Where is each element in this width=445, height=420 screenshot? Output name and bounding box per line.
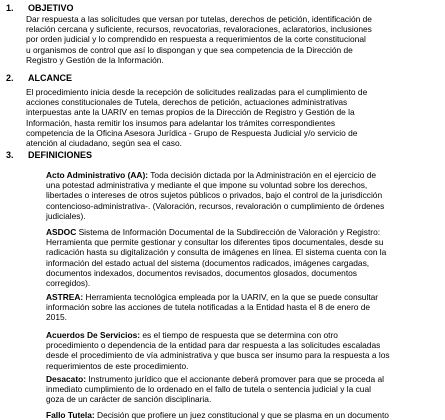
text-line: Toda decisión dictada por la Administración en el ejercicio de [148, 170, 377, 180]
text-line: Herramienta que permite gestionar y consultar los diferentes tipos documentales, desde su [46, 237, 384, 248]
text-line: información del estado actual del sistema (documentos radicados, imágenes cargadas, [46, 257, 370, 268]
text-line: relación cercana y suficiente, recursos, revocatorias, revaloraciones, aclaratorios, inclusiones [26, 24, 372, 35]
text-line: libertades o intereses de otros sujetos públicos o privados, bajo el control de la jurisdicción [46, 190, 383, 201]
text-line: contencioso-administrativa-. (Valoración, recursos, revaloración o cumplimiento de órdenes [46, 200, 385, 211]
section-heading-objetivo [6, 3, 74, 14]
text-line: documentos indexados, documentos revisados, documentos glosados, documentos [46, 267, 357, 278]
definition-term: Desacato: [46, 374, 87, 384]
text-line: El procedimiento inicia desde la recepción de solicitudes realizadas para el cumplimiento de [26, 87, 368, 97]
text-line: por orden judicial y lo comprendido en respuesta a requerimientos de la corte constitucional [26, 34, 366, 45]
text-line: corregidos). [46, 278, 91, 289]
text-line: u organismos de control que así lo dispongan y que sea competencia de la Dirección de [26, 44, 353, 55]
text-line: Dar respuesta a las solicitudes que versan por tutelas, derechos de petición, identificación de [26, 14, 372, 24]
section-number: 2. [6, 73, 14, 83]
section-title: OBJETIVO [28, 3, 74, 13]
text-line: radicación hasta su digitalización y consulta de imágenes en línea. El sistema cuenta con la [46, 247, 387, 258]
text-line: Instrumento jurídico que el accionante deberá promover para que se proceda al [86, 374, 384, 384]
definition-acto-administrativo [46, 170, 424, 221]
text-line: requerimientos de este procedimiento. [46, 360, 189, 371]
section-number: 3. [6, 150, 14, 160]
definition-fallo-tutela [46, 410, 424, 420]
definition-term: Acuerdos De Servicios: [46, 330, 141, 340]
definition-acuerdos-de-servicios [46, 330, 424, 371]
text-line: competencia de la Oficina Asesora Jurídica - Grupo de Respuesta Judicial y/o servicio de [26, 127, 358, 138]
definition-desacato [46, 374, 424, 405]
text-line: Información, hasta remitir los insumos para adelantar los trámites correspondientes [26, 117, 336, 128]
text-line: una potestad administrativa y mediante el que impone su voluntad sobre los derechos, [46, 180, 368, 191]
definition-term: ASDOC [46, 227, 77, 237]
text-line: inmediato cumplimiento de lo ordenado en el fallo de tutela o sentencia judicial y la cual [46, 384, 371, 395]
definition-asdoc [46, 227, 424, 288]
section-title: DEFINICIONES [28, 150, 93, 160]
section-number: 1. [6, 3, 14, 13]
definition-term: Fallo Tutela: [46, 410, 95, 420]
alcance-paragraph [26, 87, 424, 148]
text-line: información sobre las acciones de tutela notificadas a la Entidad hasta el 8 de enero de [46, 302, 371, 313]
text-line: atención al ciudadano, según sea el caso. [26, 138, 182, 149]
section-heading-alcance [6, 73, 72, 84]
definition-astrea [46, 292, 424, 323]
text-line: procedimiento o dependencia de la entidad para dar respuesta a las solicitudes escaladas [46, 340, 381, 351]
text-line: judiciales). [46, 210, 86, 221]
text-line: acciones constitucionales de Tutela, derechos de petición, actuaciones administrativas [26, 97, 348, 108]
text-line: Registro y Gestión de la Información. [26, 54, 164, 65]
text-line: Decisión que profiere un juez constitucional y que se plasma en un documento [94, 410, 389, 420]
text-line: Herramienta tecnológica empleada por la UARIV, en la que se puede consultar [83, 292, 379, 302]
definition-term: Acto Administrativo (AA): [46, 170, 149, 180]
text-line: Sistema de Información Documental de la Subdirección de Valoración y Registro: [76, 227, 381, 237]
text-line: interpuestas ante la UARIV en temas propios de la Dirección de Registro y Gestión de la [26, 107, 355, 118]
section-title: ALCANCE [28, 73, 72, 83]
text-line: 2015. [46, 312, 67, 323]
objetivo-paragraph [26, 14, 424, 65]
text-line: goza de un carácter de sanción disciplinaria. [46, 394, 212, 405]
text-line: es el tiempo de respuesta que se determina con otro [140, 330, 338, 340]
definition-term: ASTREA: [46, 292, 84, 302]
text-line: desde el procedimiento de vía administrativa y que busca ser insumo para la respuesta a los [46, 350, 390, 361]
section-heading-definiciones [6, 150, 92, 161]
